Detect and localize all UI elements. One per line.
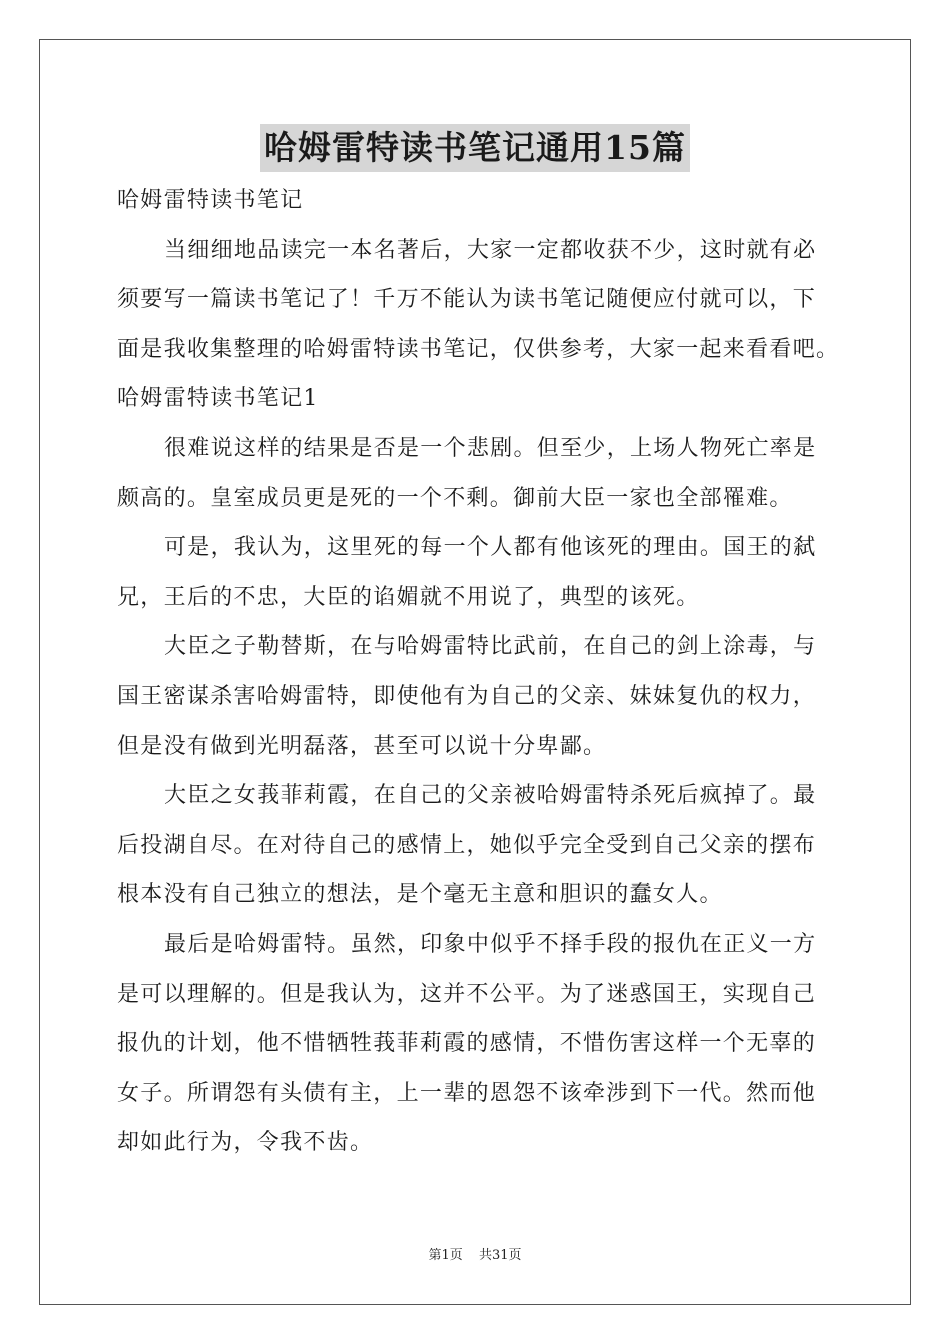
text-line: 报仇的计划，他不惜牺牲莪菲莉霞的感情，不惜伤害这样一个无辜的: [117, 1031, 817, 1057]
text-line: 可是，我认为，这里死的每一个人都有他该死的理由。国王的弑: [164, 535, 817, 561]
text-line: 女子。所谓怨有头债有主，上一辈的恩怨不该牵涉到下一代。然而他: [117, 1080, 817, 1106]
page-footer: [0, 1244, 950, 1263]
paragraph: [117, 920, 847, 1168]
text-line: 大臣之子勒替斯，在与哈姆雷特比武前，在自己的剑上涂毒，与: [164, 634, 817, 660]
section-heading: [117, 176, 847, 226]
text-line: 很难说这样的结果是否是一个悲剧。但至少，上场人物死亡率是: [164, 435, 817, 461]
document-body: [117, 176, 847, 1168]
text-line: 大臣之女莪菲莉霞，在自己的父亲被哈姆雷特杀死后疯掉了。最: [164, 783, 817, 809]
paragraph: [117, 771, 847, 920]
section-heading: [117, 374, 847, 424]
text-line: 哈姆雷特读书笔记: [117, 188, 304, 213]
text-line: 当细细地品读完一本名著后，大家一定都收获不少，这时就有必: [164, 237, 817, 263]
title-container: [0, 124, 950, 172]
text-line: 是可以理解的。但是我认为，这并不公平。为了迷惑国王，实现自己: [117, 981, 817, 1007]
document-title: 哈姆雷特读书笔记通用15篇: [260, 124, 690, 172]
page-number: 第1页: [428, 1248, 463, 1263]
paragraph: [117, 622, 847, 771]
text-line: 面是我收集整理的哈姆雷特读书笔记，仅供参考，大家一起来看看吧。: [117, 336, 840, 362]
paragraph: [117, 226, 847, 375]
text-line: 兄，王后的不忠，大臣的谄媚就不用说了，典型的该死。: [117, 584, 700, 610]
paragraph: [117, 523, 847, 622]
text-line: 颇高的。皇室成员更是死的一个不剩。御前大臣一家也全部罹难。: [117, 485, 793, 511]
paragraph: [117, 424, 847, 523]
text-line: 须要写一篇读书笔记了！千万不能认为读书笔记随便应付就可以，下: [117, 287, 817, 313]
text-line: 国王密谋杀害哈姆雷特，即使他有为自己的父亲、妹妹复仇的权力，: [117, 683, 817, 709]
text-line: 后投湖自尽。在对待自己的感情上，她似乎完全受到自己父亲的摆布: [117, 832, 817, 858]
text-line: 哈姆雷特读书笔记1: [117, 386, 319, 412]
text-line: 根本没有自己独立的想法，是个毫无主意和胆识的蠢女人。: [117, 882, 723, 908]
text-line: 但是没有做到光明磊落，甚至可以说十分卑鄙。: [117, 733, 607, 759]
text-line: 却如此行为，令我不齿。: [117, 1130, 374, 1156]
text-line: 最后是哈姆雷特。虽然，印象中似乎不择手段的报仇在正义一方: [164, 931, 817, 957]
page-total: 共31页: [478, 1248, 522, 1263]
